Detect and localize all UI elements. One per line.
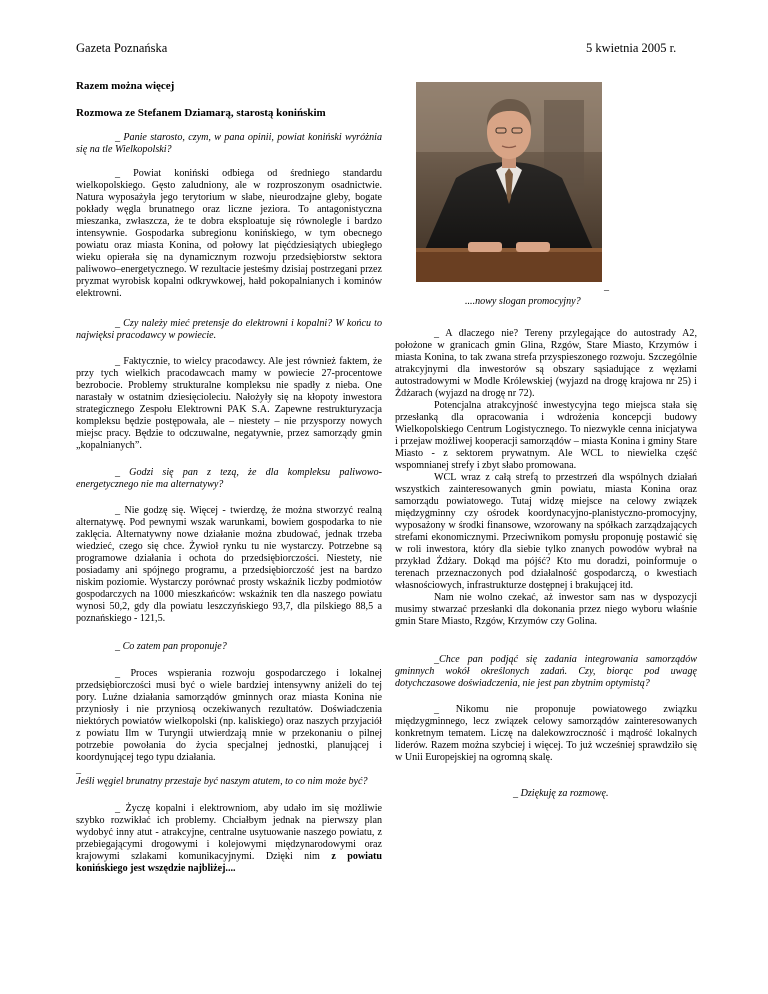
- left-column: [76, 132, 382, 875]
- answer-5-text: _ Życzę kopalni i elektrowniom, aby udało im się możliwie szybko rozwikłać ich problemy. Chciałbym jednak na pierwszy plan wydobyć inny atut - atrakcyjne, centralne usytuowanie naszego powiatu, z przebiegającymi drogowymi i kolejowymi międzynarodowymi oraz krajowymi szlakami komunikacyjnymi. Dzięki nim: [76, 803, 382, 862]
- closing-thanks: _ Dziękuję za rozmowę.: [513, 788, 609, 799]
- photo-underscore: _: [604, 281, 610, 292]
- answer-3: _ Nie godzę się. Więcej - twierdzę, że można stworzyć realną alternatywę. Pod pewnymi wszak warunkami, bowiem gospodarka to nie zaklęcia. Alternatywny nowe działanie można zbudować, jednak trzeba wiedzieć, czego się chce. Żywioł rynku tu nie wystarczy. Potrzebne są programowe działania i ochota do przedsiębiorczości. Niestety, nie posiadamy ani spójnego programu, a przedsiębiorczość jest na bardzo niskim poziomie. Wystarczy porównać prosty wskaźnik liczby podmiotów gospodarczych na 1000 mieszkańców: wskaźnik ten dla naszego powiatu wynosi 50,2, gdy dla powiatu leszczyńskiego 93,7, dla pilskiego 88,5 a poznańskiego - 121,5.: [76, 505, 382, 624]
- portrait-photo: [416, 82, 602, 282]
- answer-2: _ Faktycznie, to wielcy pracodawcy. Ale jest również faktem, że przy tych wielkich pracodawcach mamy w powiecie 27-procentowe bezrobocie. Problemy strukturalne kompleksu nie spadły z nieba. One narastały w ostatnim dziesięcioleciu. Nałożyły się na kłopoty inwestora strategicznego Zespołu Elektrowni PAK S.A. Zapewne restrukturyzacja kompleksu będzie postępowała, ale – niestety – nie przysporzy nowych miejsc pracy. Będzie to odczuwalne, negatywnie, przez samorządy gmin „kopalnianych”.: [76, 356, 382, 451]
- slogan-question: ....nowy slogan promocyjny?: [465, 296, 581, 307]
- question-5: Jeśli węgiel brunatny przestaje być naszym atutem, to co nim może być?: [76, 776, 368, 787]
- portrait-illustration: [416, 82, 602, 282]
- publication-name: Gazeta Poznańska: [76, 41, 168, 55]
- answer-5-bold: z powiatu konińskiego jest wszędzie najbliżej....: [76, 851, 382, 874]
- publication-date: 5 kwietnia 2005 r.: [586, 41, 677, 55]
- question-2: _ Czy należy mieć pretensje do elektrowni i kopalni? W końcu to najwięksi pracodawcy w powiecie.: [76, 318, 382, 341]
- answer-6c: WCL wraz z całą strefą to przestrzeń dla wspólnych działań wszystkich zainteresowanych gmin powiatu, miasta Konina oraz samorządu powiatowego. Tutaj widzę miejsce na celowy związek międzygminny czy ośrodek koordynacyjno-planistyczno-promocyjny, wyposażony w środki finansowe, wzorowany na spółkach zarządzających strefami ekonomicznymi. Przeciwnikom pomysłu proponuję postawić się w roli inwestora, który dla siebie tylko znanych powodów wybrał na przykład Żdżary. Dokąd ma pójść? Kto mu doradzi, poinformuje o terenach przeznaczonych pod działalność gospodarczą, o kwestiach własnościowych, infrastrukturze dostępnej i brakującej itd.: [395, 472, 697, 591]
- answer-5: [76, 803, 382, 875]
- question-4: _ Co zatem pan proponuje?: [115, 641, 227, 652]
- question-3: _ Godzi się pan z tezą, że dla kompleksu paliwowo-energetycznego nie ma alternatywy?: [76, 467, 382, 490]
- question-7: _Chce pan podjąć się zadania integrowania samorządów gminnych wokół określonych zadań. Czy, biorąc pod uwagę dotychczasowe doświadczenia, nie jest pan zbytnim optymistą?: [395, 654, 697, 689]
- question-1: _ Panie starosto, czym, w pana opinii, powiat koniński wyróżnia się na tle Wielkopolski?: [76, 132, 382, 155]
- answer-6: _ A dlaczego nie? Tereny przylegające do autostrady A2, położone w granicach gmin Glina, Rzgów, Stare Miasto, Krzymów i miasta Konina, to tak zwana strefa przyspieszonego rozwoju. Szczególnie atrakcyjnymi dla inwestorów są obszary sąsiadujące z węzłami autostradowymi w Modle Królewskiej (wyjazd na drogę krajowa nr 25) i Żdżarach (wyjazd na drogę nr 72).: [395, 328, 697, 399]
- answer-6b: Potencjalna atrakcyjność inwestycyjna tego miejsca stała się przesłanką dla opracowania i wdrożenia koncepcji budowy Wielkopolskiego Centrum Logistycznego. To niezwykle cenna inicjatywa i przejaw możliwej kooperacji samorządów – miasta Konina i gminy Stare Miasto - z sektorem prywatnym. Ale WCL to niewielka część wspomnianej strefy i zbyt słabo promowana.: [395, 400, 697, 471]
- right-column: [395, 296, 697, 800]
- answer-7: _ Nikomu nie proponuje powiatowego związku międzygminnego, lecz związek celowy samorządów zainteresowanych konkretnym tematem. Liczę na dalekowzroczność i mądrość lokalnych liderów. Razem można szybciej i więcej. To już wcześniej sprawdziło się w Unii Europejskiej na ogromną skalę.: [395, 704, 697, 763]
- question-5-mark: _: [76, 764, 82, 775]
- answer-1: _ Powiat koniński odbiega od średniego standardu wielkopolskiego. Gęsto zaludniony, ale w rozproszonym osadnictwie. Natura wyposażyła jego terytorium w słabe, nieurodzajne gleby, bogate pokłady węgla brunatnego oraz liczne jeziora. To antagonistyczna mieszanka, zwłaszcza, że te dobra eksploatuje się równolegle i bardzo intensywnie. Gospodarka subregionu konińskiego, w tym obecnego powiatu oraz miasta Konina, od połowy lat pięćdziesiątych ubiegłego wieku opierała się na dynamicznym rozwoju przedsiębiorstw sektora paliwowo–energetycznego. W rezultacie jesteśmy dzisiaj postrzegani przez pryzmat wyrobisk kopalni odkrywkowej, hałd pokopalnianych i kominów elektrowni.: [76, 168, 382, 299]
- interview-headline: Rozmowa ze Stefanem Dziamarą, starostą konińskim: [76, 107, 326, 119]
- answer-4: _ Proces wspierania rozwoju gospodarczego i lokalnej przedsiębiorczości musi być o wiele bardziej intensywny aniżeli do tej pory. Luźne działania samorządów gminnych oraz miasta Konina nie przyniosły i nie przyniosą oczekiwanych rezultatów. Doświadczenia niektórych powiatów wielkopolski (np. kaliskiego) oraz naszych przyjaciół z powiatu Ilm w Turyngii utwierdzają mnie w przekonaniu o pilnej potrzebie powołania do życia specjalnej jednostki, planującej i koordynującej tego typu działania.: [76, 668, 382, 763]
- answer-6d: Nam nie wolno czekać, aż inwestor sam nas w dyspozycji musimy stwarzać przesłanki dla dokonania przez niego wyboru właśnie gmin Stare Miasto, Rzgów, Krzymów czy Golina.: [395, 592, 697, 627]
- section-title: Razem można więcej: [76, 80, 175, 92]
